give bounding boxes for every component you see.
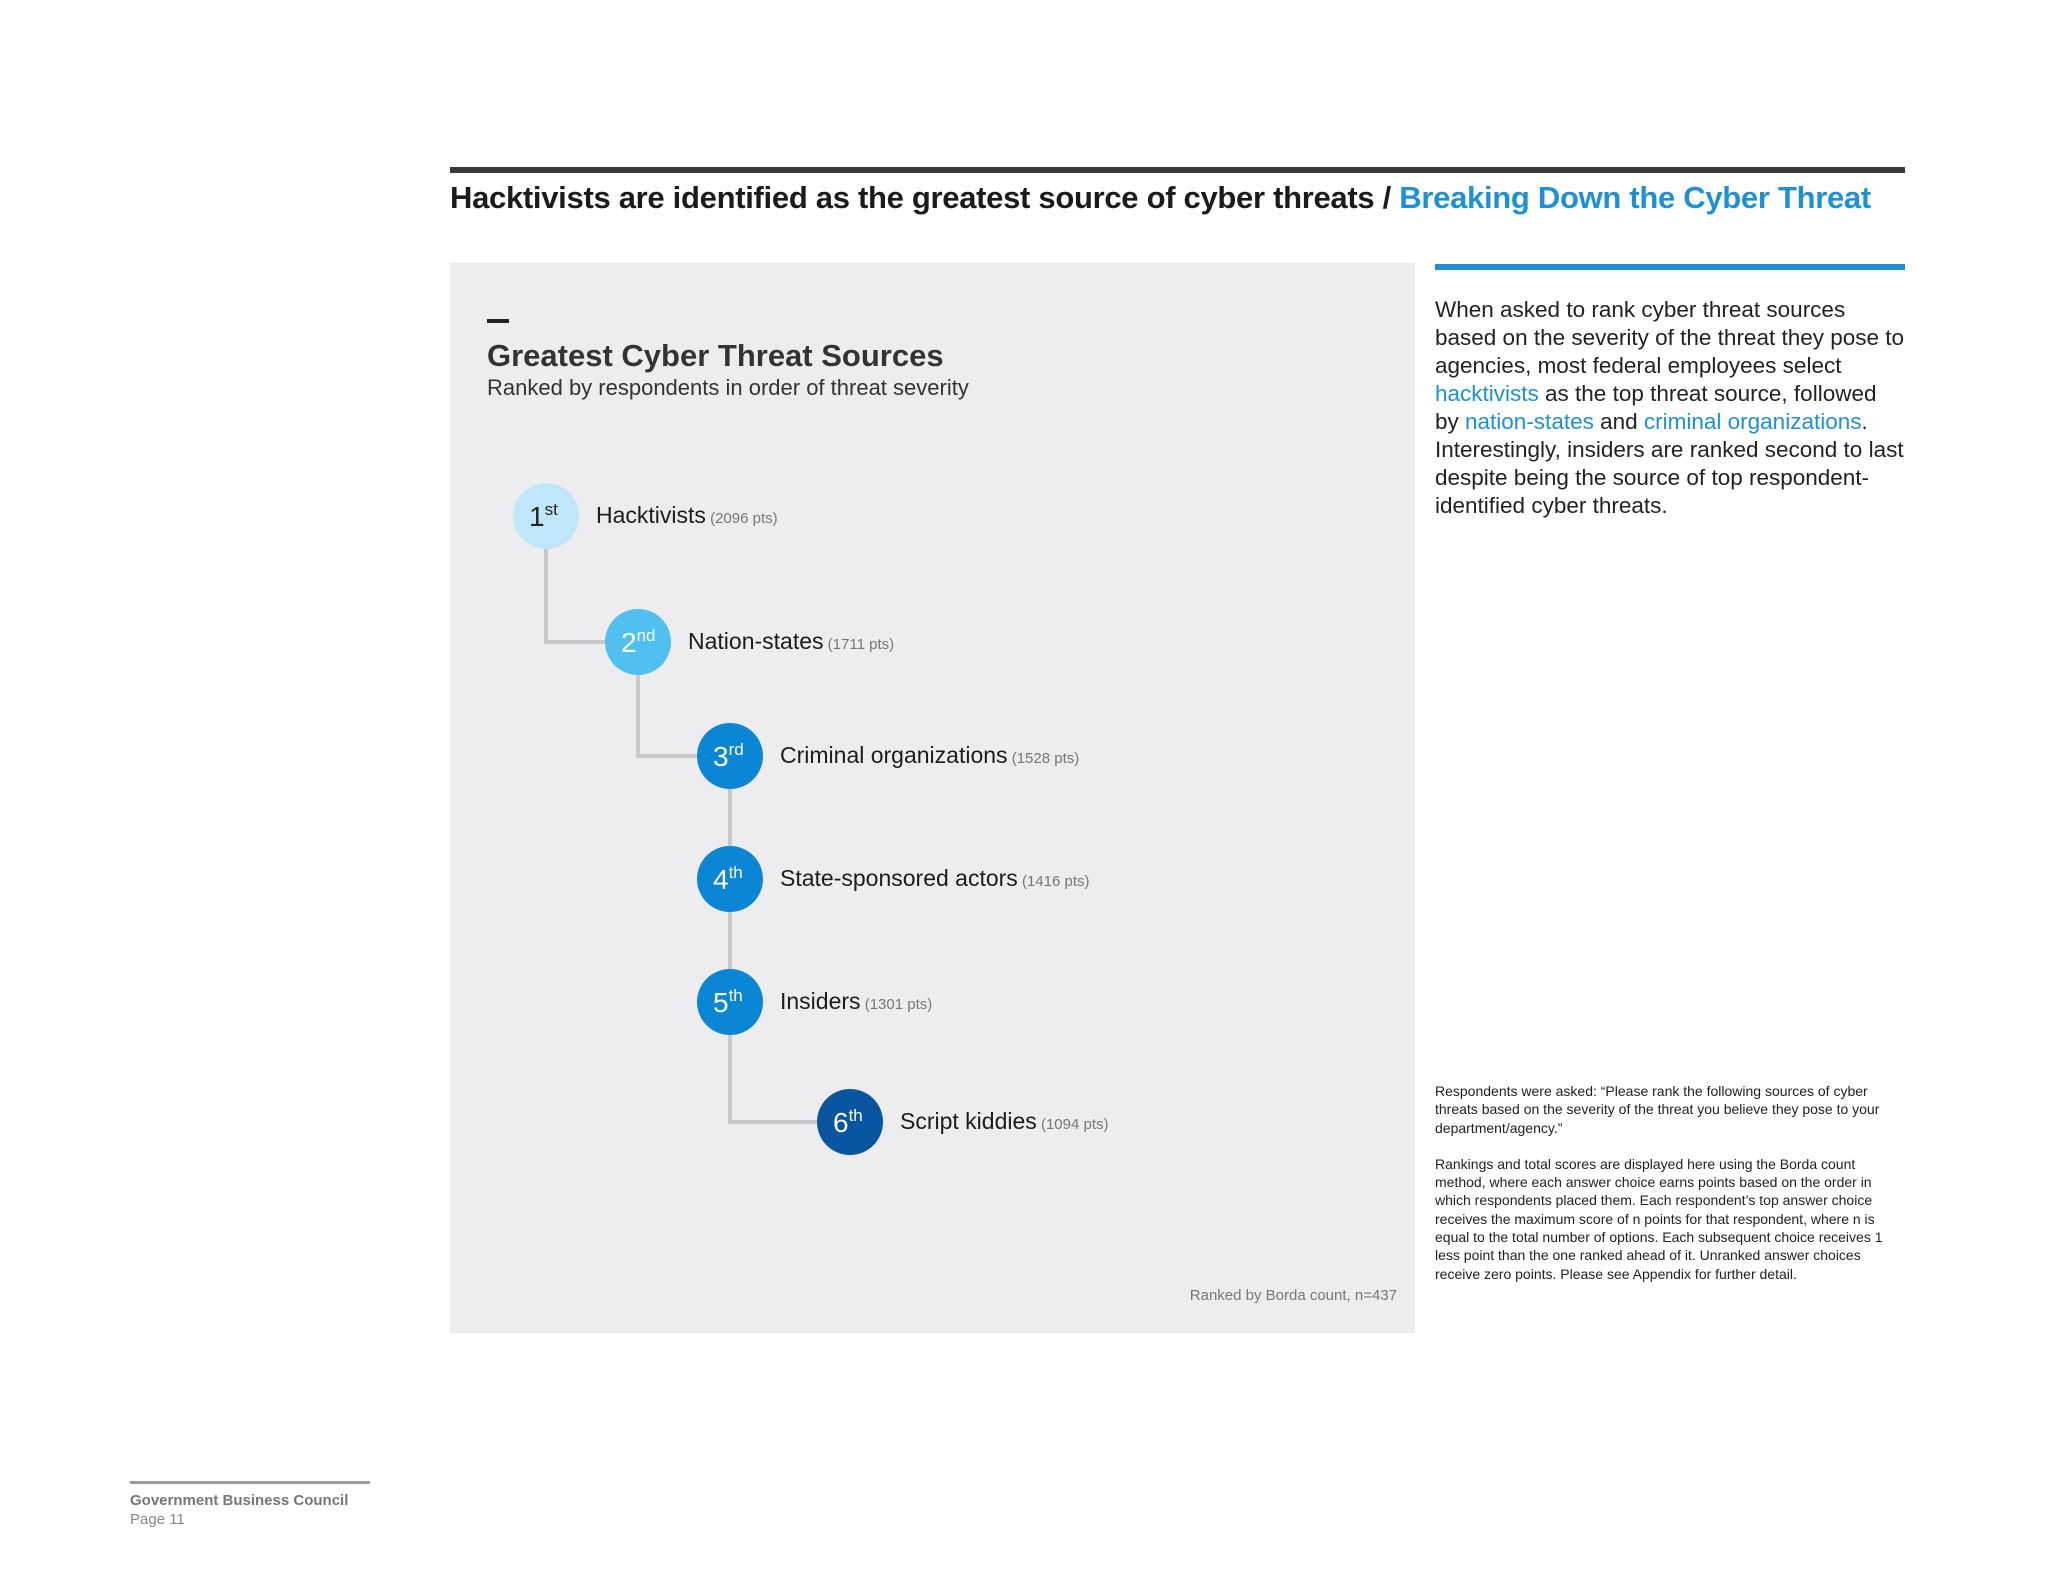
summary-text-1: When asked to rank cyber threat sources based on the severity of the threat they pose to agencies, most federal employees select bbox=[1435, 297, 1905, 378]
threat-points: (2096 pts) bbox=[705, 510, 778, 527]
highlight-nation-states: nation-states bbox=[1465, 409, 1594, 434]
header-rule bbox=[450, 167, 1905, 173]
methodology-notes bbox=[1435, 1082, 1905, 1301]
rank-label bbox=[780, 987, 932, 1019]
threat-source-name: Nation-states bbox=[688, 628, 824, 654]
rank-number: 5th bbox=[713, 986, 743, 1018]
title-separator: / bbox=[1374, 180, 1400, 215]
threat-source-name: Script kiddies bbox=[900, 1108, 1037, 1134]
rank-number: 4th bbox=[713, 863, 743, 895]
rank-number: 6th bbox=[833, 1106, 863, 1138]
rank-label bbox=[900, 1107, 1109, 1139]
rank-number: 3rd bbox=[713, 740, 744, 772]
footer-organization: Government Business Council bbox=[130, 1492, 349, 1509]
summary-text-2: as the top threat source, followed by bbox=[1435, 381, 1877, 434]
sidebar-summary bbox=[1435, 296, 1905, 520]
page-number: Page 11 bbox=[130, 1511, 185, 1528]
footer-rule bbox=[130, 1481, 370, 1484]
rank-label bbox=[780, 864, 1090, 896]
highlight-hacktivists: hacktivists bbox=[1435, 381, 1539, 406]
panel-title: Greatest Cyber Threat Sources bbox=[487, 338, 944, 373]
rank-number: 2nd bbox=[621, 626, 656, 658]
threat-source-name: Hacktivists bbox=[596, 502, 706, 528]
question-note: Respondents were asked: “Please rank the following sources of cyber threats based on the severity of the threat you believe they pose to your department/agency.” bbox=[1435, 1083, 1880, 1136]
rank-label bbox=[596, 501, 778, 533]
page-title-main: Hacktivists are identified as the greatest source of cyber threats bbox=[450, 180, 1375, 215]
rank-label bbox=[688, 627, 894, 659]
threat-points: (1301 pts) bbox=[860, 996, 933, 1013]
threat-points: (1094 pts) bbox=[1036, 1116, 1109, 1133]
threat-source-name: State-sponsored actors bbox=[780, 865, 1018, 891]
section-name: Breaking Down the Cyber Threat bbox=[1399, 180, 1871, 215]
chart-panel bbox=[450, 263, 1415, 1333]
summary-text-4: . Interestingly, insiders are ranked second to last despite being the source of top respondent-identified cyber threats. bbox=[1435, 409, 1904, 518]
panel-footnote: Ranked by Borda count, n=437 bbox=[1189, 1287, 1397, 1304]
threat-source-name: Insiders bbox=[780, 988, 861, 1014]
ranking-diagram bbox=[450, 263, 1415, 1333]
threat-points: (1416 pts) bbox=[1017, 873, 1090, 890]
threat-points: (1528 pts) bbox=[1007, 750, 1080, 767]
threat-source-name: Criminal organizations bbox=[780, 742, 1008, 768]
sidebar-rule bbox=[1435, 264, 1905, 270]
borda-note: Rankings and total scores are displayed here using the Borda count method, where each answer choice earns points based on the order in which respondents placed them. Each respondent’s top answer choice receives the maximum score of n points for that respondent, where n is equal to the total number of options. Each subsequent choice receives 1 less point than the one ranked ahead of it. Unranked answer choices receive zero points. Please see Appendix for further detail. bbox=[1435, 1155, 1883, 1282]
rank-number: 1st bbox=[529, 500, 558, 532]
summary-text-3: and bbox=[1593, 409, 1644, 434]
highlight-criminal-organizations: criminal organizations bbox=[1643, 409, 1862, 434]
rank-label bbox=[780, 741, 1079, 773]
page-title bbox=[450, 180, 1871, 216]
threat-points: (1711 pts) bbox=[823, 636, 895, 653]
panel-subtitle: Ranked by respondents in order of threat severity bbox=[487, 375, 969, 400]
